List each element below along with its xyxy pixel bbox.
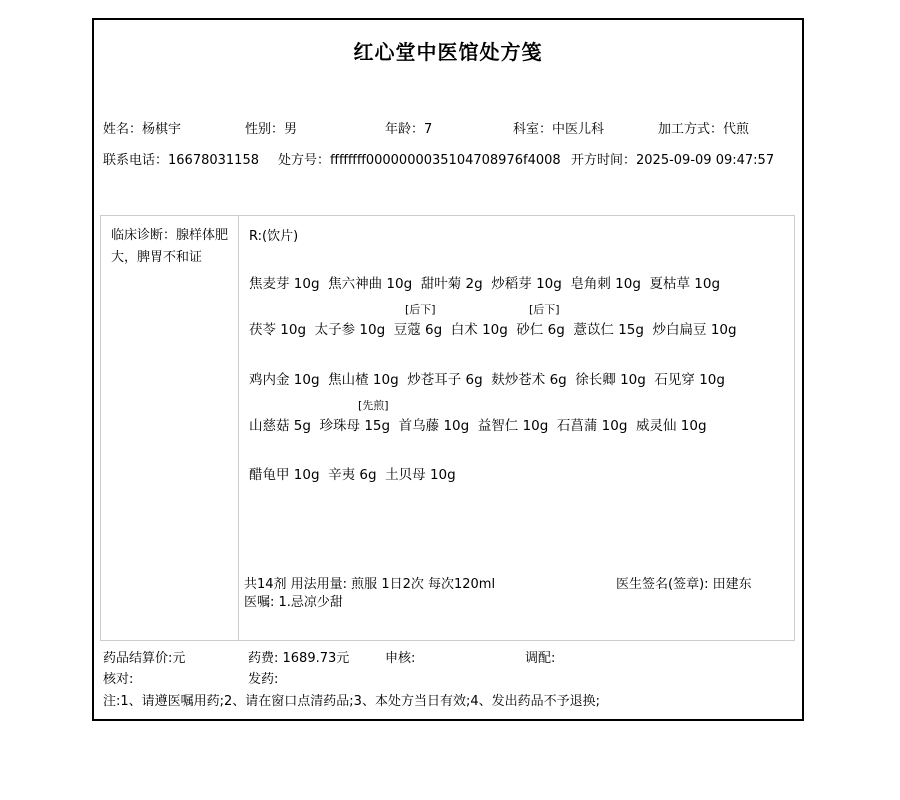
check-label: 核对: [103, 672, 134, 687]
diagnosis-value: 腺样体肥大，脾胃不和证 [111, 228, 229, 265]
rx-header: R:(饮片) [249, 229, 299, 244]
patient-name-value: 杨棋宇 [142, 122, 182, 137]
fee-value: 1689.73元 [282, 651, 350, 666]
check-field [103, 672, 133, 687]
decoction-note-xianjian: [先煎] [358, 399, 389, 412]
rx-line: 茯苓 10g 太子参 10g 豆蔻 6g 白术 10g 砂仁 6g 薏苡仁 15g 炒白扁豆 10g [249, 322, 737, 338]
phone-field [103, 153, 259, 168]
settle-price-field [103, 651, 185, 666]
department-label: 科室： [513, 122, 553, 137]
doctor-signature-label: 医生签名(签章): [616, 577, 713, 592]
rx-line: 鸡内金 10g 焦山楂 10g 炒苍耳子 6g 麸炒苍术 6g 徐长卿 10g 石见穿 10g [249, 372, 725, 388]
patient-name-field [103, 122, 181, 137]
processing-method-label: 加工方式： [658, 122, 724, 137]
processing-method-field [658, 122, 749, 137]
rx-line: 山慈菇 5g 珍珠母 15g 首乌藤 10g 益智仁 10g 石菖蒲 10g 威灵仙 10g [249, 418, 707, 434]
footer-note: 注:1、请遵医嘱用药;2、请在窗口点清药品;3、本处方当日有效;4、发出药品不予退换; [103, 694, 600, 709]
patient-gender-field [245, 122, 297, 137]
patient-age-value: 7 [424, 122, 433, 137]
prescription-box [100, 215, 795, 641]
rx-line: 醋龟甲 10g 辛夷 6g 土贝母 10g [249, 467, 456, 483]
doctor-signature-field [616, 577, 752, 592]
doctor-advice: 医嘱: 1.忌凉少甜 [244, 595, 343, 610]
department-value: 中医儿科 [552, 122, 605, 137]
settle-price-label: 药品结算价: [103, 651, 173, 666]
patient-age-label: 年龄： [385, 122, 425, 137]
usage-summary: 共14剂 用法用量: 煎服 1日2次 每次120ml [244, 577, 496, 592]
settle-price-value: 元 [172, 651, 186, 666]
patient-gender-label: 性别： [245, 122, 285, 137]
processing-method-value: 代煎 [723, 122, 750, 137]
fee-label: 药费: [248, 651, 283, 666]
rx-number-label: 处方号： [278, 153, 331, 168]
issue-time-field [571, 153, 774, 168]
prepare-field [525, 651, 555, 666]
patient-age-field [385, 122, 432, 137]
page-title: 红心堂中医馆处方笺 [353, 40, 543, 64]
phone-value: 16678031158 [168, 153, 259, 168]
decoction-note-houxia: [后下] [405, 303, 436, 316]
diagnosis-cell [101, 216, 239, 640]
issue-time-value: 2025-09-09 09:47:57 [636, 153, 775, 168]
decoction-note-houxia: [后下] [529, 303, 560, 316]
issue-time-label: 开方时间： [571, 153, 637, 168]
fee-field [248, 651, 349, 666]
prepare-label: 调配: [525, 651, 556, 666]
dispense-field [248, 672, 278, 687]
prescription-sheet [92, 18, 804, 721]
patient-gender-value: 男 [284, 122, 298, 137]
rx-number-value: ffffffff0000000035104708976f4008 [330, 153, 561, 168]
patient-name-label: 姓名： [103, 122, 143, 137]
phone-label: 联系电话： [103, 153, 169, 168]
rx-line: 焦麦芽 10g 焦六神曲 10g 甜叶菊 2g 炒稻芽 10g 皂角刺 10g 夏枯草 10g [249, 276, 721, 292]
review-label: 申核: [385, 651, 416, 666]
doctor-signature-value: 田建东 [712, 577, 752, 592]
dispense-label: 发药: [248, 672, 279, 687]
rx-number-field [278, 153, 561, 168]
review-field [385, 651, 415, 666]
diagnosis-label: 临床诊断： [111, 228, 177, 243]
department-field [513, 122, 604, 137]
